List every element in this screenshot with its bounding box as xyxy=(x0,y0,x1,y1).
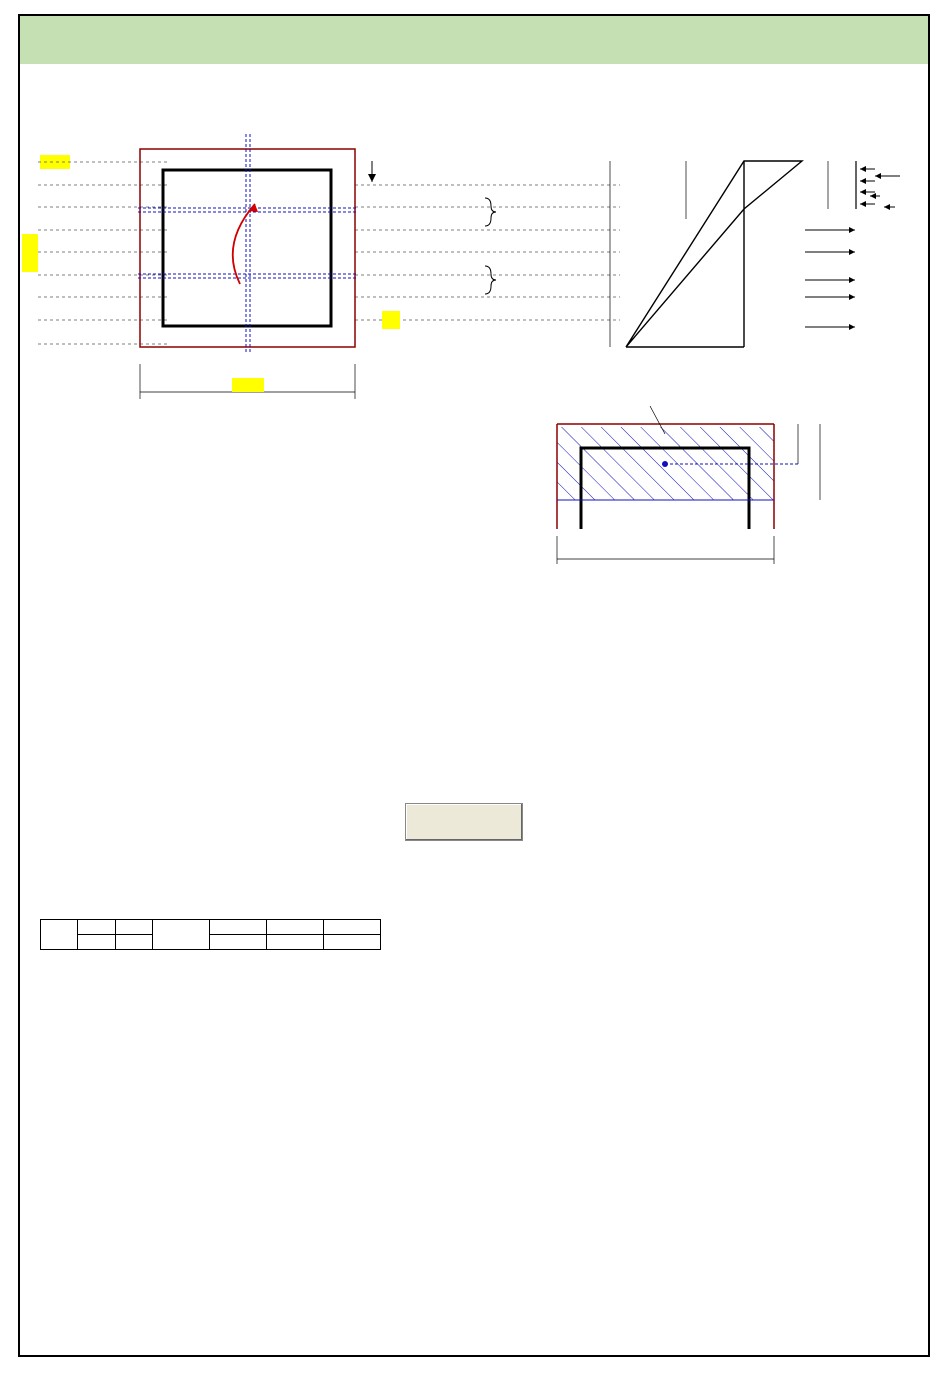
stirrup xyxy=(163,170,331,326)
col-fs xyxy=(267,920,324,935)
col-sigma xyxy=(210,920,267,935)
col-as xyxy=(116,920,153,935)
rotation-arrow xyxy=(233,204,255,284)
unit-sigma xyxy=(210,935,267,950)
strain-triangle xyxy=(626,161,802,347)
last-row-input[interactable] xyxy=(382,311,400,329)
sheet-frame xyxy=(18,14,930,1357)
gmc-line xyxy=(40,471,115,486)
col-y xyxy=(78,920,116,935)
col-eps xyxy=(153,920,210,950)
column-outline xyxy=(140,149,355,347)
col-ms xyxy=(324,920,381,935)
unit-as xyxy=(116,935,153,950)
fyk-line xyxy=(40,456,76,471)
results-table xyxy=(40,919,381,950)
unit-fs xyxy=(267,935,324,950)
col-sira xyxy=(41,920,78,950)
width-input[interactable] xyxy=(232,378,264,392)
header-band xyxy=(20,16,928,64)
hesapla-button[interactable] xyxy=(405,803,523,841)
fck-line xyxy=(40,441,62,456)
height-input[interactable] xyxy=(22,234,38,272)
gms-line xyxy=(40,501,115,516)
unit-ms xyxy=(324,935,381,950)
section-diagram xyxy=(20,64,928,594)
unit-y xyxy=(78,935,116,950)
nd-line xyxy=(40,576,115,591)
